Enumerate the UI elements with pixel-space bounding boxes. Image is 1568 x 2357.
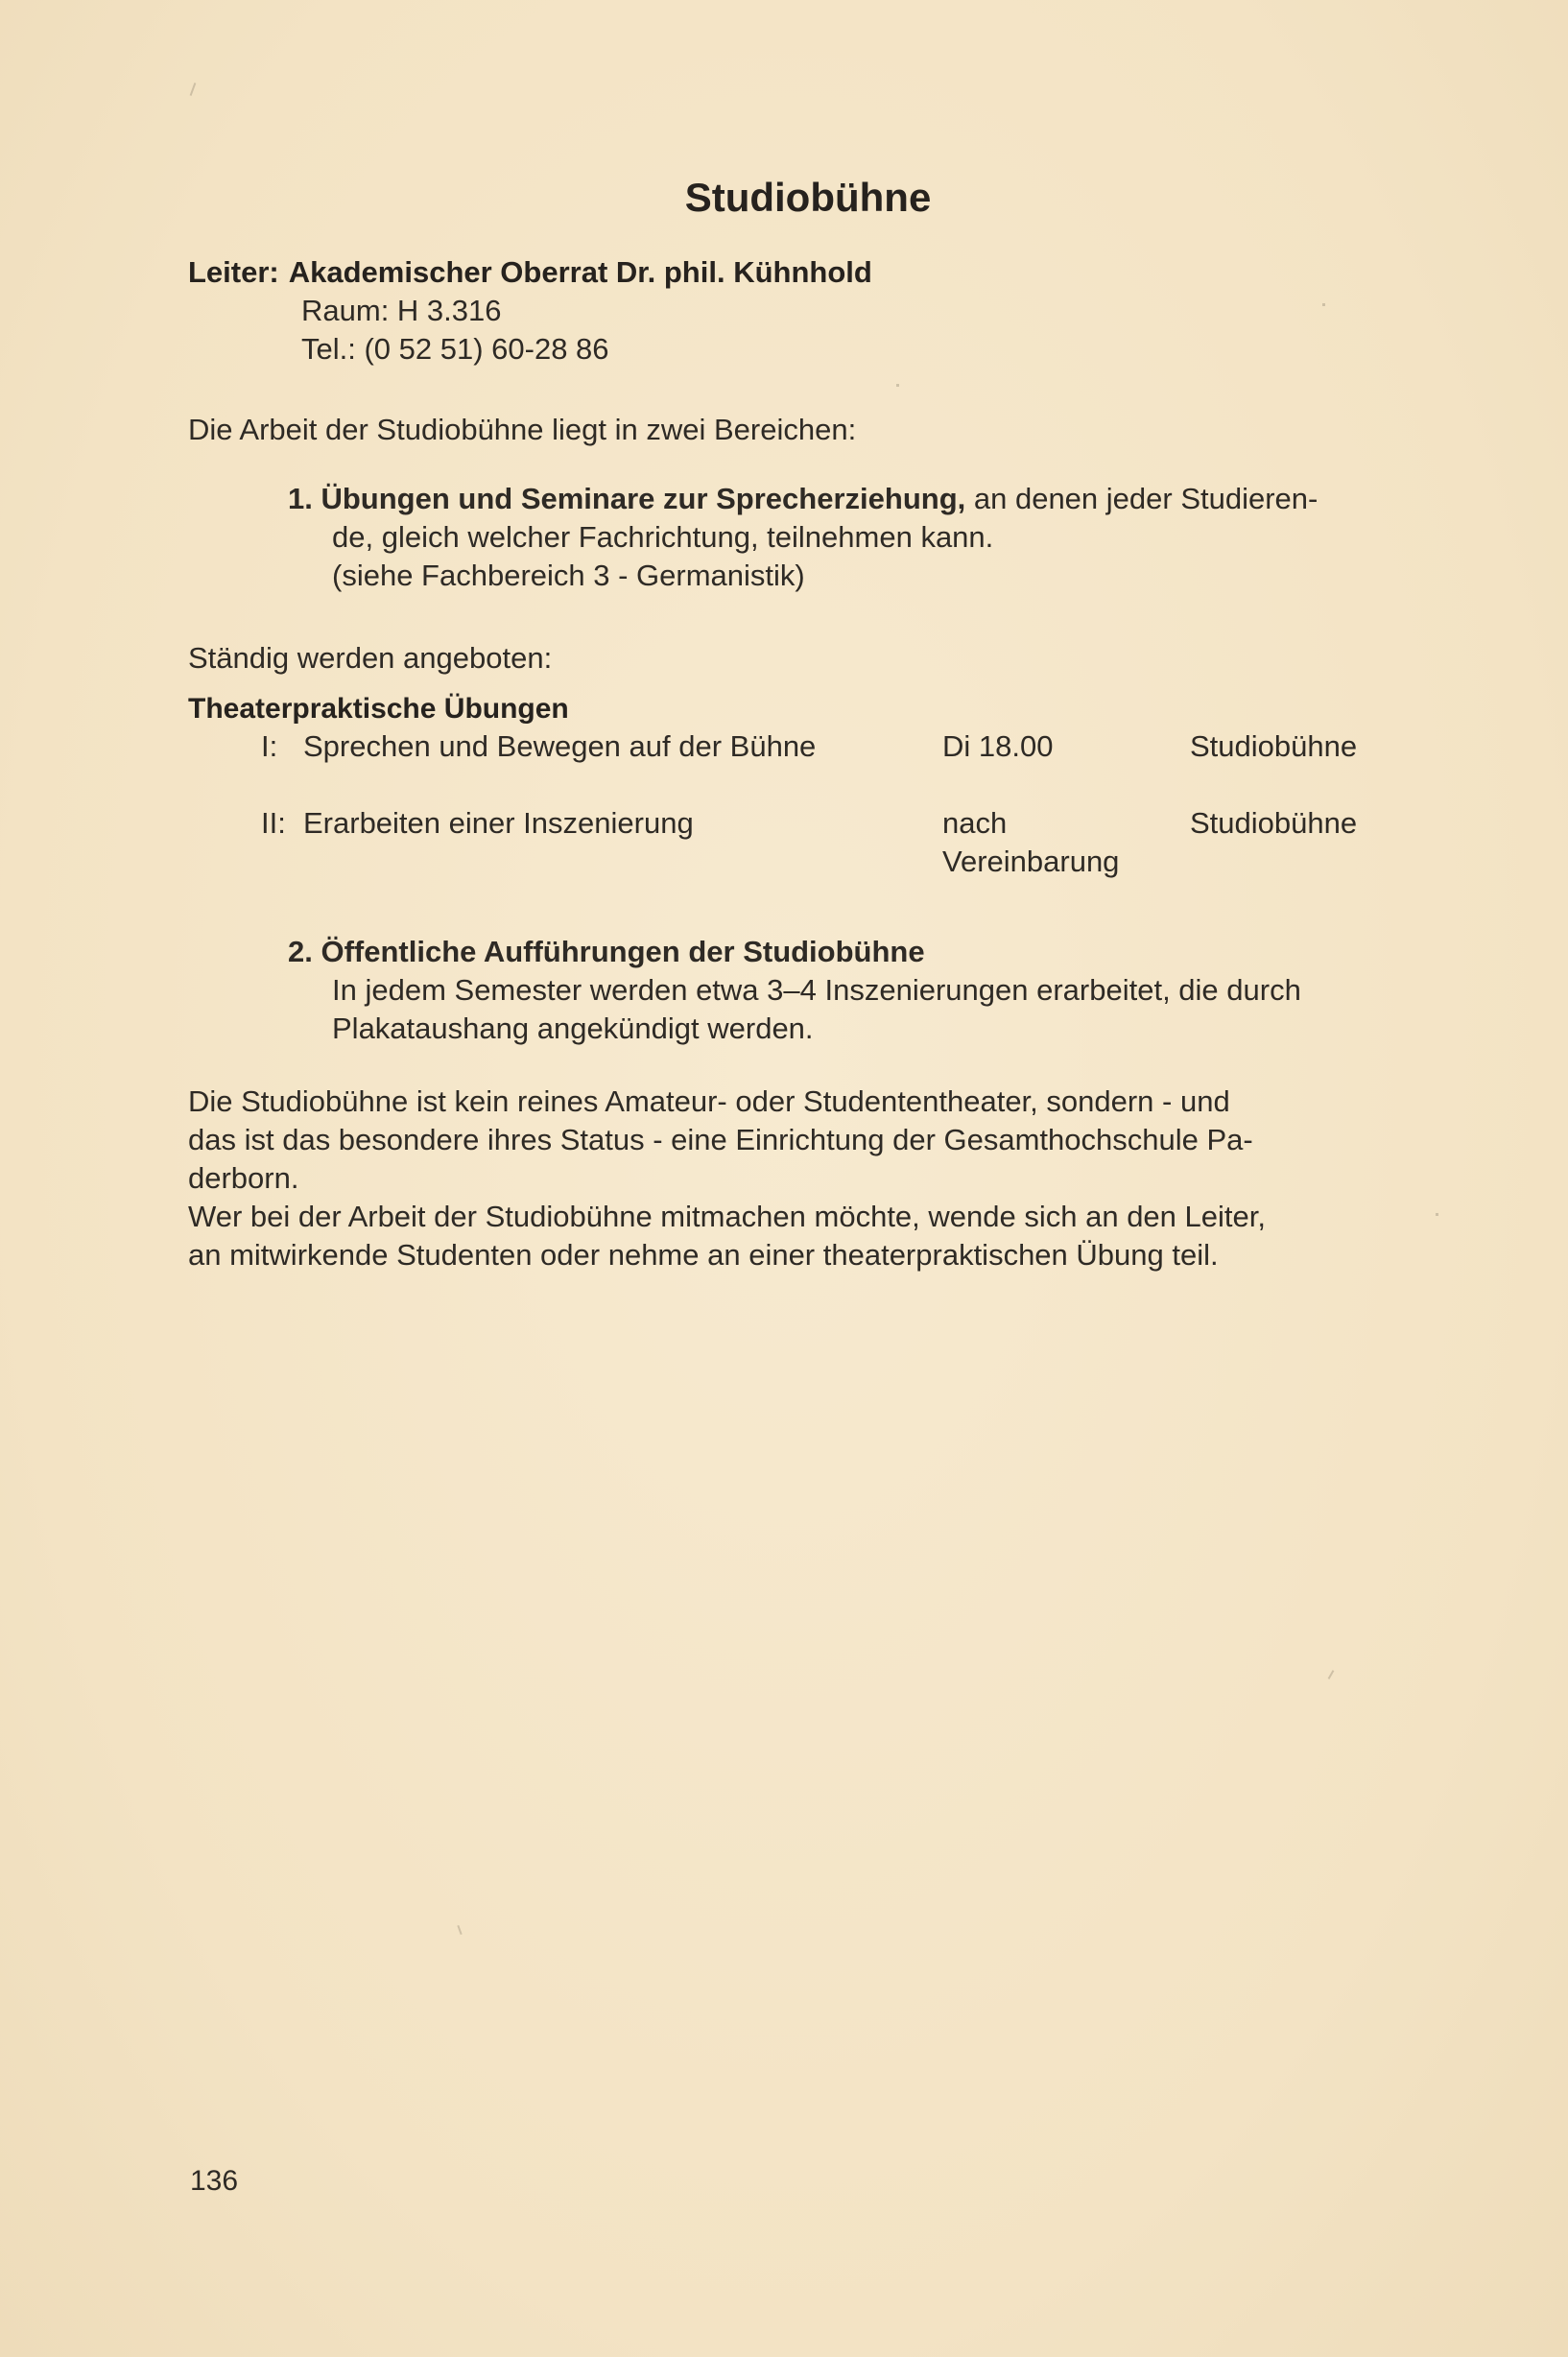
course-2-time-line1: nach <box>942 806 1008 840</box>
phone-info: Tel.: (0 52 51) 60-28 86 <box>301 332 609 366</box>
course-2-time-line2: Vereinbarung <box>942 845 1120 878</box>
paper-speck <box>457 1925 462 1935</box>
page-title: Studiobühne <box>684 175 932 220</box>
paper-speck <box>896 384 899 387</box>
course-1-time: Di 18.00 <box>942 729 1054 763</box>
closing-line-2: das ist das besondere ihres Status - eine Einrichtung der Gesamthochschule Pa- <box>188 1123 1253 1156</box>
section-2 <box>288 933 1439 1048</box>
leader-label: Leiter: <box>188 255 279 289</box>
closing-line-5: an mitwirkende Studenten oder nehme an einer theaterpraktischen Übung teil. <box>188 1238 1219 1272</box>
section-1-number: 1. <box>288 482 313 515</box>
course-2-time <box>942 804 1119 881</box>
course-1-name: Sprechen und Bewegen auf der Bühne <box>303 729 817 763</box>
closing-paragraph <box>188 1083 1426 1274</box>
course-1-location: Studiobühne <box>1190 729 1358 763</box>
section-1-heading: 1. Übungen und Seminare zur Sprecherziehung, <box>288 482 966 515</box>
paper-speck <box>1436 1213 1438 1216</box>
course-2-name: Erarbeiten einer Inszenierung <box>303 806 694 840</box>
leader-line <box>188 255 872 290</box>
offered-label: Ständig werden angeboten: <box>188 641 553 675</box>
paper-speck <box>1328 1670 1335 1679</box>
practice-heading: Theaterpraktische Übungen <box>188 693 569 725</box>
section-1-line2: de, gleich welcher Fachrichtung, teilnehmen kann. <box>332 520 994 554</box>
closing-line-4: Wer bei der Arbeit der Studiobühne mitmachen möchte, wende sich an den Leiter, <box>188 1200 1266 1233</box>
closing-line-3: derborn. <box>188 1161 299 1195</box>
section-1 <box>288 480 1420 595</box>
paper-speck <box>1322 303 1325 306</box>
page-number: 136 <box>190 2165 239 2197</box>
leader-name: Akademischer Oberrat Dr. phil. Kühnhold <box>288 255 872 289</box>
course-1-number: I: <box>261 729 278 763</box>
intro-text: Die Arbeit der Studiobühne liegt in zwei Bereichen: <box>188 413 857 446</box>
course-2-location: Studiobühne <box>1190 806 1358 840</box>
section-1-line3: (siehe Fachbereich 3 - Germanistik) <box>332 559 805 592</box>
room-info: Raum: H 3.316 <box>301 294 502 327</box>
section-2-heading: 2. Öffentliche Aufführungen der Studiobühne <box>288 935 925 968</box>
section-2-line2: Plakataushang angekündigt werden. <box>332 1012 814 1045</box>
closing-line-1: Die Studiobühne ist kein reines Amateur- oder Studententheater, sondern - und <box>188 1084 1230 1118</box>
section-1-line1: an denen jeder Studieren- <box>965 482 1319 515</box>
paper-speck <box>190 83 197 96</box>
section-2-line1: In jedem Semester werden etwa 3–4 Inszenierungen erarbeitet, die durch <box>332 973 1301 1007</box>
course-2-number: II: <box>261 806 286 840</box>
